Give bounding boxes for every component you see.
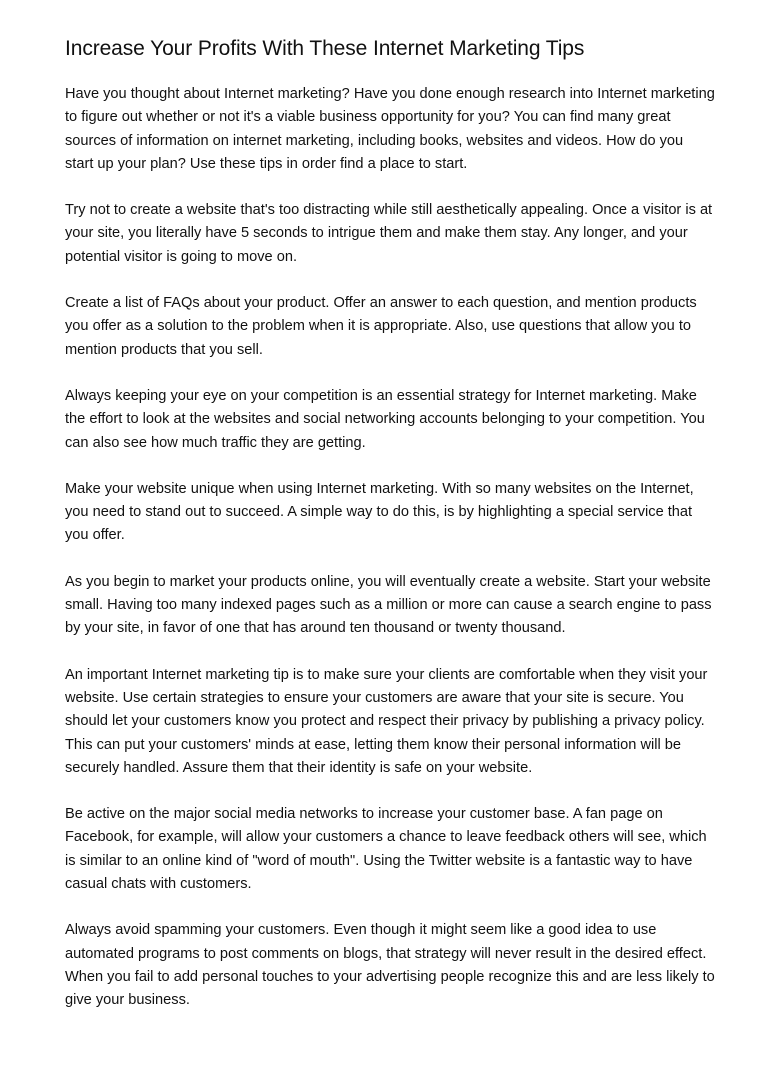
- paragraph-4: Always keeping your eye on your competition is an essential strategy for Internet marketing. Make the effort to look at the websites and social networking accounts belonging to your competition. You can also see how much traffic they are getting.: [65, 387, 705, 451]
- document-title: Increase Your Profits With These Internet Marketing Tips: [65, 37, 585, 60]
- paragraph-1: Have you thought about Internet marketing? Have you done enough research into Internet marketing to figure out whether or not it's a viable business opportunity for you? You can find many great sources of information on internet marketing, including books, websites and videos. How do you start up your plan? Use these tips in order find a place to start.: [65, 86, 715, 172]
- paragraph-6: As you begin to market your products online, you will eventually create a website. Start your website small. Having too many indexed pages such as a million or more can cause a search engine to pass by your site, in favor of one that has around ten thousand or twenty thousand.: [65, 573, 712, 637]
- paragraph-7: An important Internet marketing tip is to make sure your clients are comfortable when they visit your website. Use certain strategies to ensure your customers are aware that your site is secure. You should let your customers know you protect and respect their privacy by publishing a privacy policy. This can put your customers' minds at ease, letting them know their personal information will be securely handled. Assure them that their identity is safe on your website.: [65, 666, 708, 776]
- document-page: [65, 34, 715, 1036]
- paragraph-2: Try not to create a website that's too distracting while still aesthetically appealing. Once a visitor is at your site, you literally have 5 seconds to intrigue them and make them stay. Any longer, and your potential visitor is going to move on.: [65, 202, 713, 265]
- paragraph-8: Be active on the major social media networks to increase your customer base. A fan page on Facebook, for example, will allow your customers a chance to leave feedback others will see, which is similar to an online kind of "word of mouth". Using the Twitter website is a fantastic way to have casual chats with customers.: [65, 806, 707, 893]
- paragraph-5: Make your website unique when using Internet marketing. With so many websites on the Internet, you need to stand out to succeed. A simple way to do this, is by highlighting a special service that you offer.: [65, 480, 694, 544]
- paragraph-9: Always avoid spamming your customers. Even though it might seem like a good idea to use automated programs to post comments on blogs, that strategy will never result in the desired effect. When you fail to add personal touches to your advertising people recognize this and are less likely to give your business.: [65, 922, 715, 1009]
- paragraph-3: Create a list of FAQs about your product. Offer an answer to each question, and mention products you offer as a solution to the problem when it is appropriate. Also, use questions that allow you to mention products that you sell.: [65, 295, 697, 358]
